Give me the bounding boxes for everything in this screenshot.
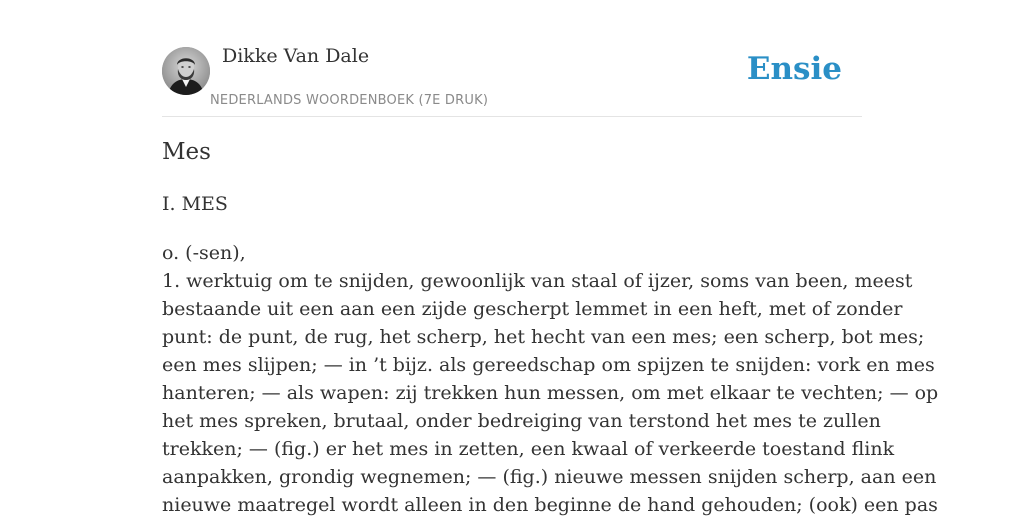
definition-text — [162, 239, 939, 519]
definition-line: bestaande uit een aan een zijde gescherpt lemmet in een heft, met of zonder — [162, 298, 903, 320]
dictionary-subtitle[interactable]: NEDERLANDS WOORDENBOEK (7E DRUK) — [210, 93, 489, 108]
portrait-image — [162, 47, 210, 95]
page-title: Mes — [162, 139, 211, 165]
author-name[interactable]: Dikke Van Dale — [222, 45, 370, 67]
page — [162, 0, 939, 516]
definition-line: nieuwe maatregel wordt alleen in den beginne de hand gehouden; (ook) een pas — [162, 494, 938, 516]
header — [162, 0, 862, 117]
definition-line: punt: de punt, de rug, het scherp, het hecht van een mes; een scherp, bot mes; — [162, 326, 925, 348]
definition-line: 1. werktuig om te snijden, gewoonlijk van staal of ijzer, soms van been, meest — [162, 270, 913, 292]
definition-line: o. (-sen), — [162, 242, 246, 264]
definition-line: een mes slijpen; — in ’t bijz. als gereedschap om spijzen te snijden: vork en mes — [162, 354, 935, 376]
definition-line: hanteren; — als wapen: zij trekken hun messen, om met elkaar te vechten; — op — [162, 382, 939, 404]
definition-line: aanpakken, grondig wegnemen; — (fig.) nieuwe messen snijden scherp, aan een — [162, 466, 937, 488]
author-avatar[interactable] — [162, 47, 210, 95]
definition-line: trekken; — (fig.) er het mes in zetten, een kwaal of verkeerde toestand flink — [162, 438, 895, 460]
entry-heading: I. MES — [162, 193, 228, 215]
ensie-logo-link[interactable]: Ensie — [746, 51, 842, 87]
definition-line: het mes spreken, brutaal, onder bedreiging van terstond het mes te zullen — [162, 410, 881, 432]
